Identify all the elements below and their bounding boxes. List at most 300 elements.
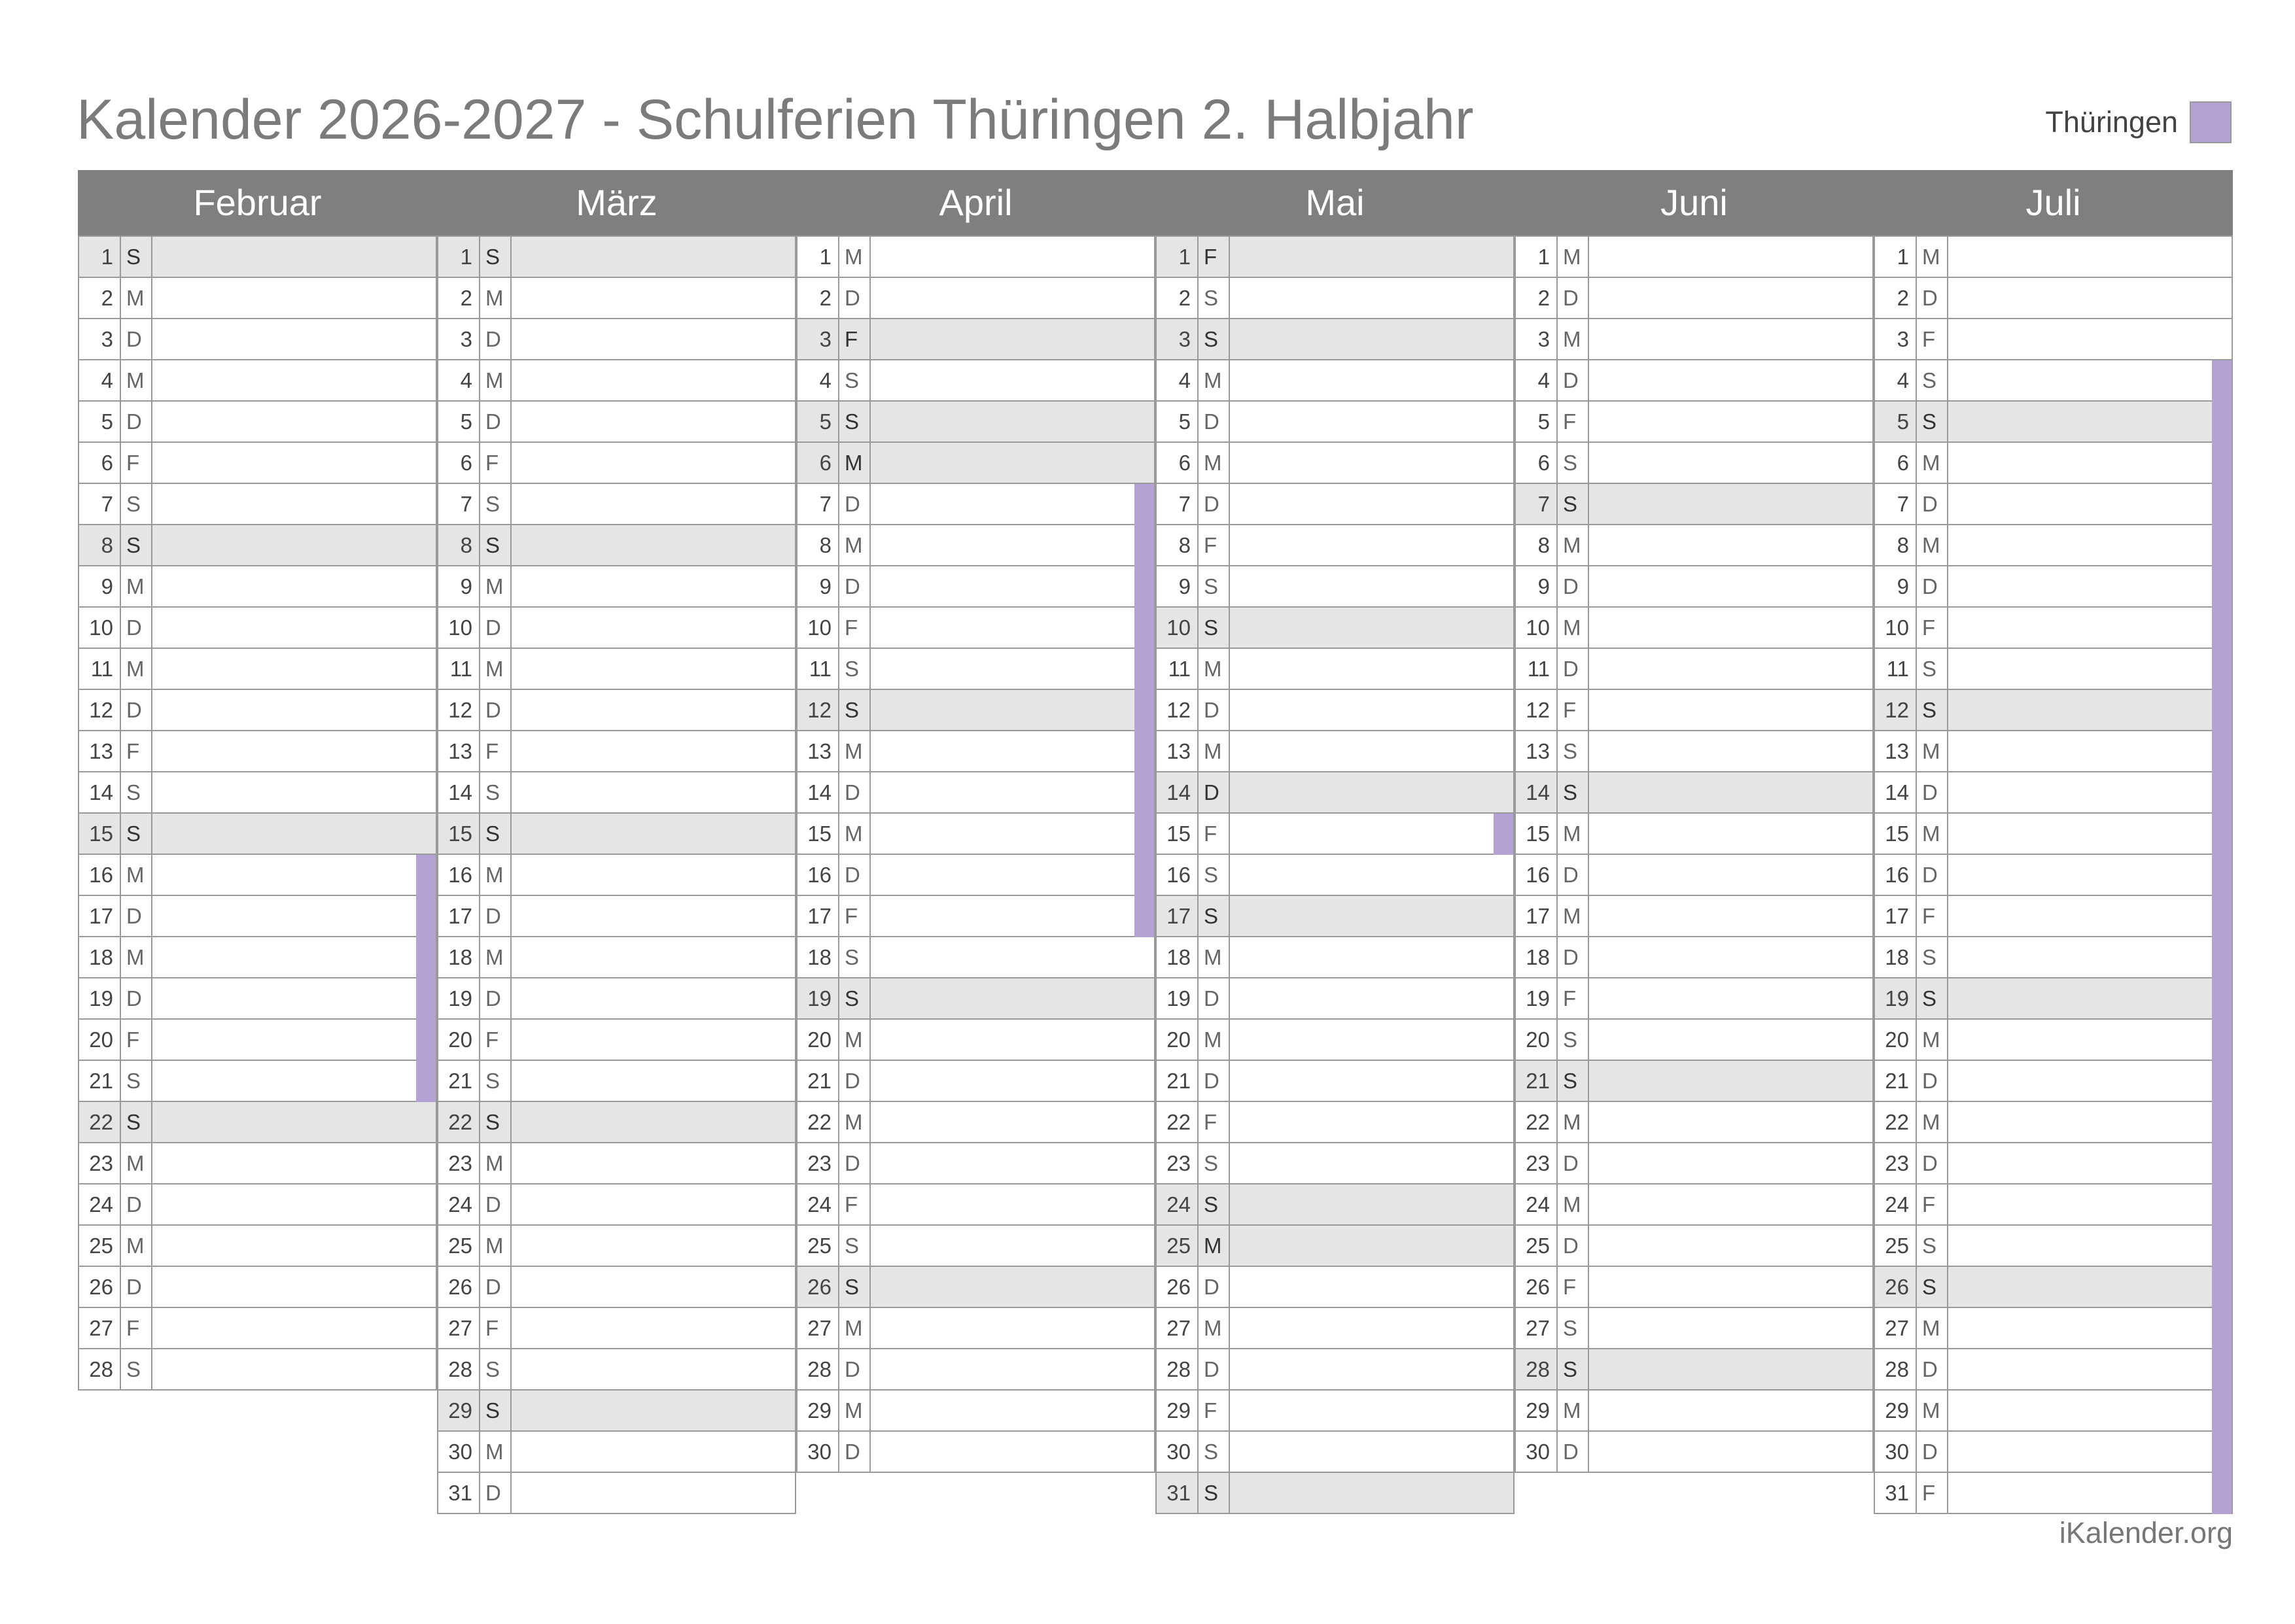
day-row [438, 1349, 795, 1391]
weekday-letter: D [1558, 566, 1589, 606]
month-column [796, 170, 1155, 1473]
day-number: 23 [1516, 1143, 1558, 1183]
day-entry-cell [1948, 1308, 2232, 1348]
day-entry-cell [871, 1061, 1154, 1101]
weekday-letter: D [1199, 1349, 1230, 1389]
day-row [1875, 1391, 2232, 1432]
weekday-letter: D [121, 1184, 152, 1224]
day-number: 9 [797, 566, 839, 606]
day-row [79, 1349, 436, 1391]
day-entry-cell [871, 525, 1154, 565]
day-number: 6 [1875, 443, 1917, 483]
day-entry-cell [512, 690, 795, 730]
weekday-letter: M [839, 731, 871, 771]
day-row [438, 814, 795, 855]
day-row [1875, 443, 2232, 484]
holiday-marker [1494, 814, 1513, 855]
day-row [1157, 772, 1513, 814]
holiday-marker [2212, 855, 2232, 896]
day-entry-cell [871, 731, 1154, 771]
weekday-letter: S [121, 1102, 152, 1142]
day-row [1157, 1143, 1513, 1184]
day-number: 17 [1157, 896, 1199, 936]
day-row [797, 566, 1154, 608]
weekday-letter: D [1199, 1267, 1230, 1307]
day-entry-cell [1948, 1226, 2232, 1266]
day-entry-cell [1230, 402, 1513, 441]
weekday-letter: F [1199, 814, 1230, 854]
day-row [79, 937, 436, 978]
day-number: 24 [79, 1184, 121, 1224]
day-entry-cell [512, 1061, 795, 1101]
day-entry-cell [512, 937, 795, 977]
day-number: 30 [438, 1432, 480, 1472]
weekday-letter: D [1558, 937, 1589, 977]
day-row [1157, 1432, 1513, 1473]
day-number: 28 [438, 1349, 480, 1389]
day-entry-cell [152, 1349, 436, 1389]
day-number: 23 [438, 1143, 480, 1183]
day-row [1875, 608, 2232, 649]
day-row [79, 402, 436, 443]
weekday-letter: M [480, 855, 512, 895]
day-entry-cell [1948, 772, 2232, 812]
day-number: 25 [797, 1226, 839, 1266]
day-number: 11 [1516, 649, 1558, 689]
day-row [1157, 1473, 1513, 1514]
day-entry-cell [871, 1349, 1154, 1389]
holiday-marker [2212, 1020, 2232, 1061]
weekday-letter: D [480, 1473, 512, 1513]
holiday-marker [2212, 814, 2232, 855]
day-number: 19 [1157, 978, 1199, 1018]
day-row [797, 237, 1154, 278]
day-number: 17 [1875, 896, 1917, 936]
day-entry-cell [152, 443, 436, 483]
day-number: 21 [79, 1061, 121, 1101]
day-row [797, 772, 1154, 814]
day-number: 12 [1157, 690, 1199, 730]
day-row [79, 731, 436, 772]
day-row [438, 896, 795, 937]
day-entry-cell [1589, 525, 1872, 565]
day-number: 2 [438, 278, 480, 318]
day-number: 10 [1516, 608, 1558, 648]
day-row [79, 855, 436, 896]
day-row [438, 484, 795, 525]
day-entry-cell [1589, 237, 1872, 277]
day-row [1516, 608, 1872, 649]
month-column [78, 170, 437, 1391]
day-number: 3 [1875, 319, 1917, 359]
day-row [1157, 237, 1513, 278]
day-row [797, 1061, 1154, 1102]
weekday-letter: F [1558, 978, 1589, 1018]
day-entry-cell [1948, 360, 2232, 400]
holiday-marker [2212, 608, 2232, 649]
day-number: 22 [438, 1102, 480, 1142]
weekday-letter: F [1917, 1473, 1948, 1513]
day-row [438, 1432, 795, 1473]
day-entry-cell [512, 1432, 795, 1472]
day-row [797, 360, 1154, 402]
weekday-letter: S [1917, 402, 1948, 441]
day-entry-cell [871, 237, 1154, 277]
day-entry-cell [152, 1143, 436, 1183]
day-entry-cell [1230, 1308, 1513, 1348]
day-entry-cell [1948, 1184, 2232, 1224]
day-entry-cell [1948, 1143, 2232, 1183]
day-row [1157, 1020, 1513, 1061]
day-row [438, 278, 795, 319]
day-number: 19 [1875, 978, 1917, 1018]
weekday-letter: D [1558, 1226, 1589, 1266]
day-entry-cell [871, 319, 1154, 359]
day-number: 3 [1157, 319, 1199, 359]
day-entry-cell [1589, 1020, 1872, 1060]
day-number: 2 [1875, 278, 1917, 318]
day-row [438, 1102, 795, 1143]
weekday-letter: D [839, 484, 871, 524]
weekday-letter: S [1558, 731, 1589, 771]
holiday-marker [2212, 1349, 2232, 1391]
weekday-letter: S [480, 814, 512, 854]
day-entry-cell [1589, 402, 1872, 441]
weekday-letter: D [1199, 484, 1230, 524]
weekday-letter: M [839, 1391, 871, 1430]
day-entry-cell [871, 443, 1154, 483]
day-number: 13 [797, 731, 839, 771]
day-entry-cell [1589, 1349, 1872, 1389]
weekday-letter: D [1558, 1143, 1589, 1183]
weekday-letter: D [1199, 690, 1230, 730]
day-number: 6 [438, 443, 480, 483]
day-row [438, 1020, 795, 1061]
day-number: 23 [1157, 1143, 1199, 1183]
day-entry-cell [1948, 278, 2232, 318]
day-number: 22 [79, 1102, 121, 1142]
day-row [797, 1308, 1154, 1349]
day-entry-cell [871, 978, 1154, 1018]
day-entry-cell [1230, 1267, 1513, 1307]
day-number: 28 [1516, 1349, 1558, 1389]
day-number: 24 [1157, 1184, 1199, 1224]
day-row [1875, 855, 2232, 896]
weekday-letter: M [1558, 608, 1589, 648]
day-number: 30 [1516, 1432, 1558, 1472]
weekday-letter: D [1558, 360, 1589, 400]
weekday-letter: D [1917, 855, 1948, 895]
weekday-letter: M [1199, 731, 1230, 771]
day-entry-cell [871, 896, 1154, 936]
day-row [1157, 855, 1513, 896]
day-entry-cell [152, 1267, 436, 1307]
day-row [1516, 1308, 1872, 1349]
weekday-letter: M [480, 649, 512, 689]
day-entry-cell [871, 772, 1154, 812]
weekday-letter: M [1558, 319, 1589, 359]
day-entry-cell [1589, 484, 1872, 524]
day-number: 23 [79, 1143, 121, 1183]
day-row [1516, 1226, 1872, 1267]
day-number: 28 [1157, 1349, 1199, 1389]
day-number: 19 [1516, 978, 1558, 1018]
weekday-letter: M [121, 278, 152, 318]
day-row [1157, 402, 1513, 443]
day-row [797, 649, 1154, 690]
day-row [1157, 319, 1513, 360]
day-number: 27 [797, 1308, 839, 1348]
day-row [1157, 1061, 1513, 1102]
day-entry-cell [1589, 896, 1872, 936]
day-entry-cell [871, 278, 1154, 318]
weekday-letter: M [1199, 937, 1230, 977]
day-number: 21 [1157, 1061, 1199, 1101]
day-row [797, 1102, 1154, 1143]
holiday-marker [2212, 1473, 2232, 1514]
day-row [438, 649, 795, 690]
day-number: 22 [1516, 1102, 1558, 1142]
day-row [1157, 278, 1513, 319]
day-row [1157, 978, 1513, 1020]
month-header: April [796, 170, 1155, 235]
day-entry-cell [152, 1184, 436, 1224]
weekday-letter: M [1558, 1102, 1589, 1142]
day-number: 12 [1516, 690, 1558, 730]
weekday-letter: F [839, 1184, 871, 1224]
holiday-marker [416, 1020, 436, 1061]
day-entry-cell [1589, 978, 1872, 1018]
day-entry-cell [1948, 319, 2232, 359]
day-number: 26 [1516, 1267, 1558, 1307]
weekday-letter: D [1917, 772, 1948, 812]
weekday-letter: F [480, 1308, 512, 1348]
weekday-letter: F [839, 896, 871, 936]
day-row [1157, 1184, 1513, 1226]
day-row [1875, 1432, 2232, 1473]
day-row [438, 237, 795, 278]
day-number: 31 [438, 1473, 480, 1513]
day-number: 24 [1516, 1184, 1558, 1224]
weekday-letter: M [1917, 1102, 1948, 1142]
day-entry-cell [152, 319, 436, 359]
day-number: 1 [1516, 237, 1558, 277]
weekday-letter: M [1917, 731, 1948, 771]
day-number: 4 [79, 360, 121, 400]
day-entry-cell [152, 1020, 436, 1060]
weekday-letter: M [839, 1308, 871, 1348]
day-entry-cell [512, 443, 795, 483]
day-number: 27 [1875, 1308, 1917, 1348]
day-number: 5 [438, 402, 480, 441]
page-title: Kalender 2026-2027 - Schulferien Thüringen 2. Halbjahr [77, 88, 1474, 151]
weekday-letter: S [1199, 1184, 1230, 1224]
day-number: 28 [79, 1349, 121, 1389]
day-number: 23 [797, 1143, 839, 1183]
day-number: 21 [438, 1061, 480, 1101]
weekday-letter: F [1917, 319, 1948, 359]
day-number: 12 [1875, 690, 1917, 730]
day-row [1157, 1308, 1513, 1349]
day-number: 7 [438, 484, 480, 524]
weekday-letter: S [121, 1349, 152, 1389]
day-entry-cell [152, 649, 436, 689]
day-entry-cell [1230, 1102, 1513, 1142]
day-entry-cell [512, 525, 795, 565]
day-row [79, 237, 436, 278]
weekday-letter: S [1199, 1432, 1230, 1472]
legend-label: Thüringen [2045, 105, 2178, 139]
day-number: 30 [1875, 1432, 1917, 1472]
day-entry-cell [1230, 443, 1513, 483]
day-number: 18 [438, 937, 480, 977]
day-number: 3 [1516, 319, 1558, 359]
day-entry-cell [1589, 278, 1872, 318]
day-row [1875, 402, 2232, 443]
day-row [1875, 1143, 2232, 1184]
weekday-letter: F [480, 1020, 512, 1060]
day-number: 14 [79, 772, 121, 812]
day-row [438, 1226, 795, 1267]
day-number: 9 [1157, 566, 1199, 606]
weekday-letter: D [121, 402, 152, 441]
day-entry-cell [1230, 319, 1513, 359]
day-row [1875, 319, 2232, 360]
holiday-marker [2212, 1143, 2232, 1184]
day-number: 7 [1875, 484, 1917, 524]
day-entry-cell [1230, 1391, 1513, 1430]
weekday-letter: F [1917, 608, 1948, 648]
legend [2045, 101, 2232, 143]
day-row [1157, 525, 1513, 566]
weekday-letter: F [1199, 1102, 1230, 1142]
day-number: 22 [797, 1102, 839, 1142]
day-row [1875, 1020, 2232, 1061]
day-row [797, 1267, 1154, 1308]
day-row [438, 443, 795, 484]
day-row [79, 1308, 436, 1349]
weekday-letter: M [480, 937, 512, 977]
day-entry-cell [871, 937, 1154, 977]
day-number: 7 [1157, 484, 1199, 524]
day-number: 27 [79, 1308, 121, 1348]
day-number: 8 [1516, 525, 1558, 565]
weekday-letter: F [1199, 237, 1230, 277]
day-row [1516, 1143, 1872, 1184]
weekday-letter: S [839, 402, 871, 441]
day-row [79, 484, 436, 525]
weekday-letter: M [480, 278, 512, 318]
day-row [1875, 814, 2232, 855]
day-number: 11 [79, 649, 121, 689]
day-row [1875, 772, 2232, 814]
day-row [79, 608, 436, 649]
day-entry-cell [512, 319, 795, 359]
day-entry-cell [152, 896, 436, 936]
day-entry-cell [1230, 566, 1513, 606]
weekday-letter: D [121, 978, 152, 1018]
day-entry-cell [1948, 484, 2232, 524]
weekday-letter: D [1558, 649, 1589, 689]
day-entry-cell [512, 360, 795, 400]
footer-brand[interactable]: iKalender.org [2059, 1516, 2233, 1549]
weekday-letter: S [121, 525, 152, 565]
day-entry-cell [512, 1143, 795, 1183]
day-number: 11 [438, 649, 480, 689]
day-row [1516, 1432, 1872, 1473]
day-entry-cell [1230, 690, 1513, 730]
day-row [1875, 1102, 2232, 1143]
weekday-letter: M [1558, 1184, 1589, 1224]
day-entry-cell [1230, 772, 1513, 812]
day-entry-cell [1589, 814, 1872, 854]
day-row [797, 525, 1154, 566]
day-number: 30 [797, 1432, 839, 1472]
day-entry-cell [1589, 1184, 1872, 1224]
weekday-letter: M [1917, 237, 1948, 277]
day-entry-cell [1589, 319, 1872, 359]
day-number: 16 [79, 855, 121, 895]
day-row [79, 978, 436, 1020]
weekday-letter: S [839, 649, 871, 689]
holiday-marker [1134, 690, 1154, 731]
day-list [1515, 235, 1874, 1473]
holiday-marker [2212, 443, 2232, 484]
weekday-letter: S [839, 937, 871, 977]
holiday-marker [2212, 690, 2232, 731]
day-entry-cell [1948, 525, 2232, 565]
day-row [1875, 1226, 2232, 1267]
day-row [797, 1226, 1154, 1267]
day-entry-cell [1589, 937, 1872, 977]
day-entry-cell [152, 937, 436, 977]
day-number: 3 [797, 319, 839, 359]
day-row [1875, 731, 2232, 772]
day-entry-cell [1230, 608, 1513, 648]
day-entry-cell [152, 1226, 436, 1266]
day-entry-cell [152, 278, 436, 318]
day-entry-cell [1589, 443, 1872, 483]
day-number: 14 [438, 772, 480, 812]
holiday-marker [2212, 525, 2232, 566]
day-number: 8 [79, 525, 121, 565]
day-entry-cell [512, 1308, 795, 1348]
day-row [1516, 237, 1872, 278]
day-number: 8 [797, 525, 839, 565]
day-number: 15 [1516, 814, 1558, 854]
day-row [1157, 690, 1513, 731]
day-row [1516, 1349, 1872, 1391]
weekday-letter: M [480, 566, 512, 606]
day-row [1875, 937, 2232, 978]
weekday-letter: M [121, 360, 152, 400]
day-row [1516, 855, 1872, 896]
day-row [1516, 690, 1872, 731]
holiday-marker [2212, 1308, 2232, 1349]
day-row [1875, 649, 2232, 690]
day-entry-cell [152, 1102, 436, 1142]
day-row [1875, 525, 2232, 566]
weekday-letter: S [1917, 690, 1948, 730]
day-number: 24 [1875, 1184, 1917, 1224]
day-row [797, 1143, 1154, 1184]
day-entry-cell [871, 1020, 1154, 1060]
day-row [438, 772, 795, 814]
legend-color-swatch [2190, 101, 2232, 143]
day-row [79, 1102, 436, 1143]
day-number: 10 [1875, 608, 1917, 648]
day-number: 26 [1157, 1267, 1199, 1307]
